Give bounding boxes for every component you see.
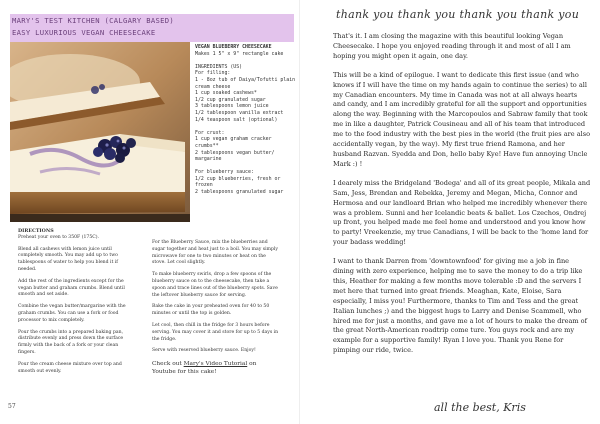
recipe-title: VEGAN BLUEBERRY CHEESECAKE <box>195 44 272 50</box>
epilogue-paragraph: That's it. I am closing the magazine with this beautiful looking Vegan Cheesecake. I hope you enjoyed reading through it and most of all I am hoping you might open it again, one day. <box>333 32 571 60</box>
ingredients-panel <box>195 44 298 196</box>
direction-step: Pour the crumbs into a prepared baking pan, distribute evenly and press down the surface firmly with the back of a fork or your clean fingers. <box>18 329 124 355</box>
direction-step: Serve with reserved blueberry sauce. Enjoy! <box>152 348 256 354</box>
epilogue-paragraph: I want to thank Darren from 'downtownfood' for giving me a job in fine dining with zero experience, helping me to save the money to do a trip like this, Heather for making a few months move tolerable :D and the servers I met here that turned into great friends. Meaghan, Kate, Eloise, Sara especially, I miss you! Furthermore, thanks to Tim and Tess and the great Italian lunches ;) and the biggest hugs to Larry and Denise Scammell, who hired me for just a months, and gave me a lot of hours to make the dream of the great North-American roadtrip come ture. You guys rock and are my example for a supportive family! Ryan I love you. Thank you Rene for pimping our ride, twice. <box>333 257 588 355</box>
epilogue-paragraph: I dearely miss the Bridgeland 'Bodega' and all of its great people, Mikala and Sam, Jess, Brendan and Rebekka, Jeremy and Megan, Micha, Connor and Hermosa and our landloard Brian who helped me incredibly whenever there was a problem. Sunni and her Icelandic beats & ballet. Los Czechos, Ondrej up front, you helped made me feel home and understood and you know how to party! Vreekenzie, my true Canadians, I will be back to the 'home land for your badass wedding! <box>333 178 591 247</box>
direction-step: Bake the cake in your preheated oven for 40 to 50 minutes or until the top is golden. <box>152 304 270 317</box>
video-note-suffix: on Youtube for this cake! <box>152 361 257 376</box>
ingredient-line: 3 tablespoons lemon juice <box>195 103 269 110</box>
ingredient-line: 1/4 teaspoon salt (optional) <box>195 116 278 123</box>
direction-step: Pour the cream cheese mixture over top and smooth out evenly. <box>18 361 122 374</box>
ingredient-line: 2 tablespoons granulated sugar <box>195 189 284 196</box>
direction-step: For the Blueberry Sauce, mix the blueberries and sugar together and heat just to a boil. You may simply microwave for one to two minutes or heat on the stove. Let cool slightly. <box>152 240 278 266</box>
page-number: 57 <box>8 403 16 410</box>
thank-you-heading: thank you thank you thank you thank you <box>336 8 580 21</box>
video-tutorial-link[interactable]: Mary's Video Tutorial <box>183 361 248 368</box>
recipe-headline: EASY LUXURIOUS VEGAN CHEESECAKE <box>12 28 156 37</box>
ingredient-line: 1 cup soaked cashews* <box>195 90 257 97</box>
directions-column-2 <box>152 240 280 376</box>
ingredient-line: 2 tablespoons vegan butter/ margarine <box>195 149 275 163</box>
ingredient-line: 1 - 8oz tub of Daiya/Tofutti plain cream cheese <box>195 76 296 90</box>
ingredient-line: 1/2 cup blueberries, fresh or frozen <box>195 175 281 189</box>
epilogue-paragraph: This will be a kind of epilogue. I want to dedicate this first issue (and who knows if I will have the time on my hands again to continue the series) to all my Canadian encounters. My time in Canada was not at all always hearts and candy, and I am incredibly grateful for all the support and opportunities along the way. Beginning with the Marcopoulos and Sabraw family that took me in like a daughter, Patrick Cousineau and all of his team that introduced me to the food industry with the best pies in the world (the fruit pies are also accidentally vegan, by the way). My first true friend Ramona, and her husband Razvan. Syedda and Don, hello baby Kye! Have fun annoying Uncle Mark :) ! <box>333 70 591 168</box>
directions-heading: DIRECTIONS <box>18 228 54 234</box>
recipe-yield: Makes 1 5" x 9" rectangle cake <box>195 50 284 57</box>
crust-heading: For crust: <box>195 129 225 136</box>
cheesecake-photo <box>10 42 190 222</box>
direction-step: Blend all cashews with lemon juice until completely smooth. You may add up to two tablespoons of water to help you blend it if needed. <box>18 246 118 272</box>
direction-step: Let cool, then chill in the fridge for 3 hours before serving. You may cover it and store for up to 5 days in the fridge. <box>152 322 279 342</box>
epilogue-text <box>333 32 591 365</box>
direction-step: Preheat your oven to 350F (175C). <box>18 234 100 240</box>
video-note-prefix: Check out <box>152 361 184 368</box>
directions-column-1 <box>18 228 126 380</box>
video-note <box>152 360 280 376</box>
section-title: MARY'S TEST KITCHEN (CALGARY BASED) <box>12 16 174 25</box>
ingredient-line: 1/2 cup granulated sugar <box>195 96 266 103</box>
sauce-heading: For blueberry sauce: <box>195 169 254 176</box>
ingredients-heading: INGREDIENTS (US) <box>195 63 243 70</box>
direction-step: To make blueberry swirls, drop a few spoons of the blueberry sauce on to the cheesecake, then take a spoon and trace lines out of the blueberry spots. Save the leftover blueberry sauce for serving. <box>152 272 278 298</box>
ingredient-line: 1/2 tablespoon vanilla extract <box>195 109 284 116</box>
ingredient-line: 1 cup vegan graham cracker crumbs** <box>195 136 272 149</box>
right-page <box>300 0 600 424</box>
filling-heading: For filling: <box>195 70 231 77</box>
direction-step: Combine the vegan butter/margarine with the graham crumbs. You can use a fork or food processor to mix completely. <box>18 304 126 323</box>
direction-step: Add the rest of the ingredients except for the vegan butter and graham crumbs. Blend until smooth and set aside. <box>18 278 125 298</box>
signoff: all the best, Kris <box>434 401 526 414</box>
